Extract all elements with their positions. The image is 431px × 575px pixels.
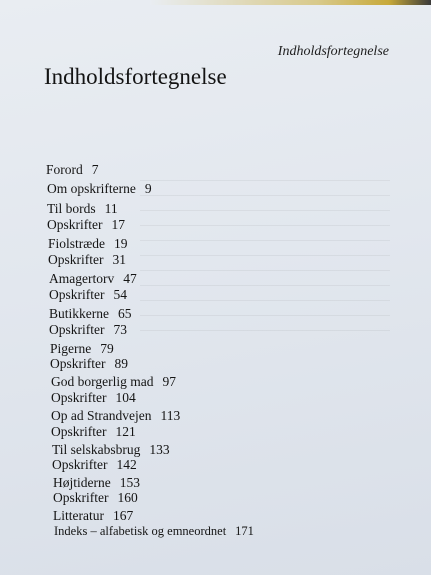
toc-entry-label: Til selskabsbrug xyxy=(52,442,141,457)
toc-entry-label: Fiolstræde xyxy=(48,236,106,251)
toc-entry-label: Pigerne xyxy=(50,341,92,356)
toc-entry-page: 97 xyxy=(162,374,176,389)
toc-entry-page: 104 xyxy=(115,390,136,405)
toc-entry xyxy=(47,201,118,217)
page-title: Indholdsfortegnelse xyxy=(44,64,227,89)
toc-entry-label: Opskrifter xyxy=(52,457,108,472)
toc-entry-page: 113 xyxy=(160,408,181,423)
running-head: Indholdsfortegnelse xyxy=(277,44,389,59)
toc-entry-label: Opskrifter xyxy=(51,390,107,405)
toc-entry-page: 65 xyxy=(118,306,132,321)
toc-entry-label: Til bords xyxy=(47,201,96,216)
toc-entry xyxy=(51,408,180,424)
toc-entry-page: 54 xyxy=(113,287,127,302)
toc-entry xyxy=(53,508,133,524)
toc-entry-page: 153 xyxy=(119,475,140,490)
toc-entry xyxy=(51,374,176,390)
toc-entry xyxy=(51,424,136,440)
toc-entry-label: Opskrifter xyxy=(53,490,109,505)
toc-entry-page: 47 xyxy=(123,271,137,286)
toc-entry-label: God borgerlig mad xyxy=(51,374,154,389)
toc-entry-label: Op ad Strandvejen xyxy=(51,408,152,423)
toc-entry xyxy=(53,490,138,506)
toc-entry-label: Forord xyxy=(46,162,83,177)
toc-entry xyxy=(49,306,132,322)
toc-entry-label: Opskrifter xyxy=(51,424,107,439)
toc-entry-page: 121 xyxy=(115,424,136,439)
toc-entry-page: 89 xyxy=(114,356,128,371)
toc-entry xyxy=(49,287,127,303)
toc-entry-page: 19 xyxy=(114,236,128,251)
toc-entry xyxy=(52,457,137,473)
toc-entry-label: Butikkerne xyxy=(49,306,109,321)
toc-entry xyxy=(51,390,136,406)
toc-entry-label: Litteratur xyxy=(53,508,104,523)
toc-entry xyxy=(48,236,128,252)
toc-entry xyxy=(46,162,99,178)
toc-entry-label: Amagertorv xyxy=(49,271,115,286)
toc-entry-page: 79 xyxy=(100,341,114,356)
toc-entry-label: Opskrifter xyxy=(49,287,105,302)
toc-entry xyxy=(50,341,114,357)
toc-entry-page: 160 xyxy=(117,490,138,505)
toc-entry-label: Om opskrifterne xyxy=(47,181,136,196)
toc-entry xyxy=(52,442,170,458)
toc-entry-page: 31 xyxy=(112,252,126,267)
toc-entry-label: Højtiderne xyxy=(53,475,111,490)
toc-entry-label: Opskrifter xyxy=(47,217,103,232)
toc-entry xyxy=(54,524,254,539)
toc-entry xyxy=(49,322,127,338)
toc-entry xyxy=(47,217,125,233)
toc-entry-label: Indeks – alfabetisk og emneordnet xyxy=(54,524,227,538)
toc-entry-page: 7 xyxy=(91,162,99,177)
toc-entry xyxy=(47,181,152,197)
toc-entry-page: 133 xyxy=(149,442,170,457)
toc-entry xyxy=(48,252,126,268)
toc-entry-page: 9 xyxy=(144,181,152,196)
toc-entry xyxy=(50,356,128,372)
toc-entry-page: 11 xyxy=(104,201,118,216)
toc-entry-page: 167 xyxy=(112,508,134,523)
toc-entry-page: 171 xyxy=(235,524,254,538)
toc-entry-label: Opskrifter xyxy=(48,252,104,267)
toc-entry-page: 142 xyxy=(116,457,137,472)
toc-entry xyxy=(49,271,137,287)
toc-entry-page: 17 xyxy=(111,217,125,232)
toc-entry xyxy=(53,475,140,491)
toc-entry-page: 73 xyxy=(113,322,127,337)
toc-entry-label: Opskrifter xyxy=(50,356,106,371)
toc-entry-label: Opskrifter xyxy=(49,322,105,337)
